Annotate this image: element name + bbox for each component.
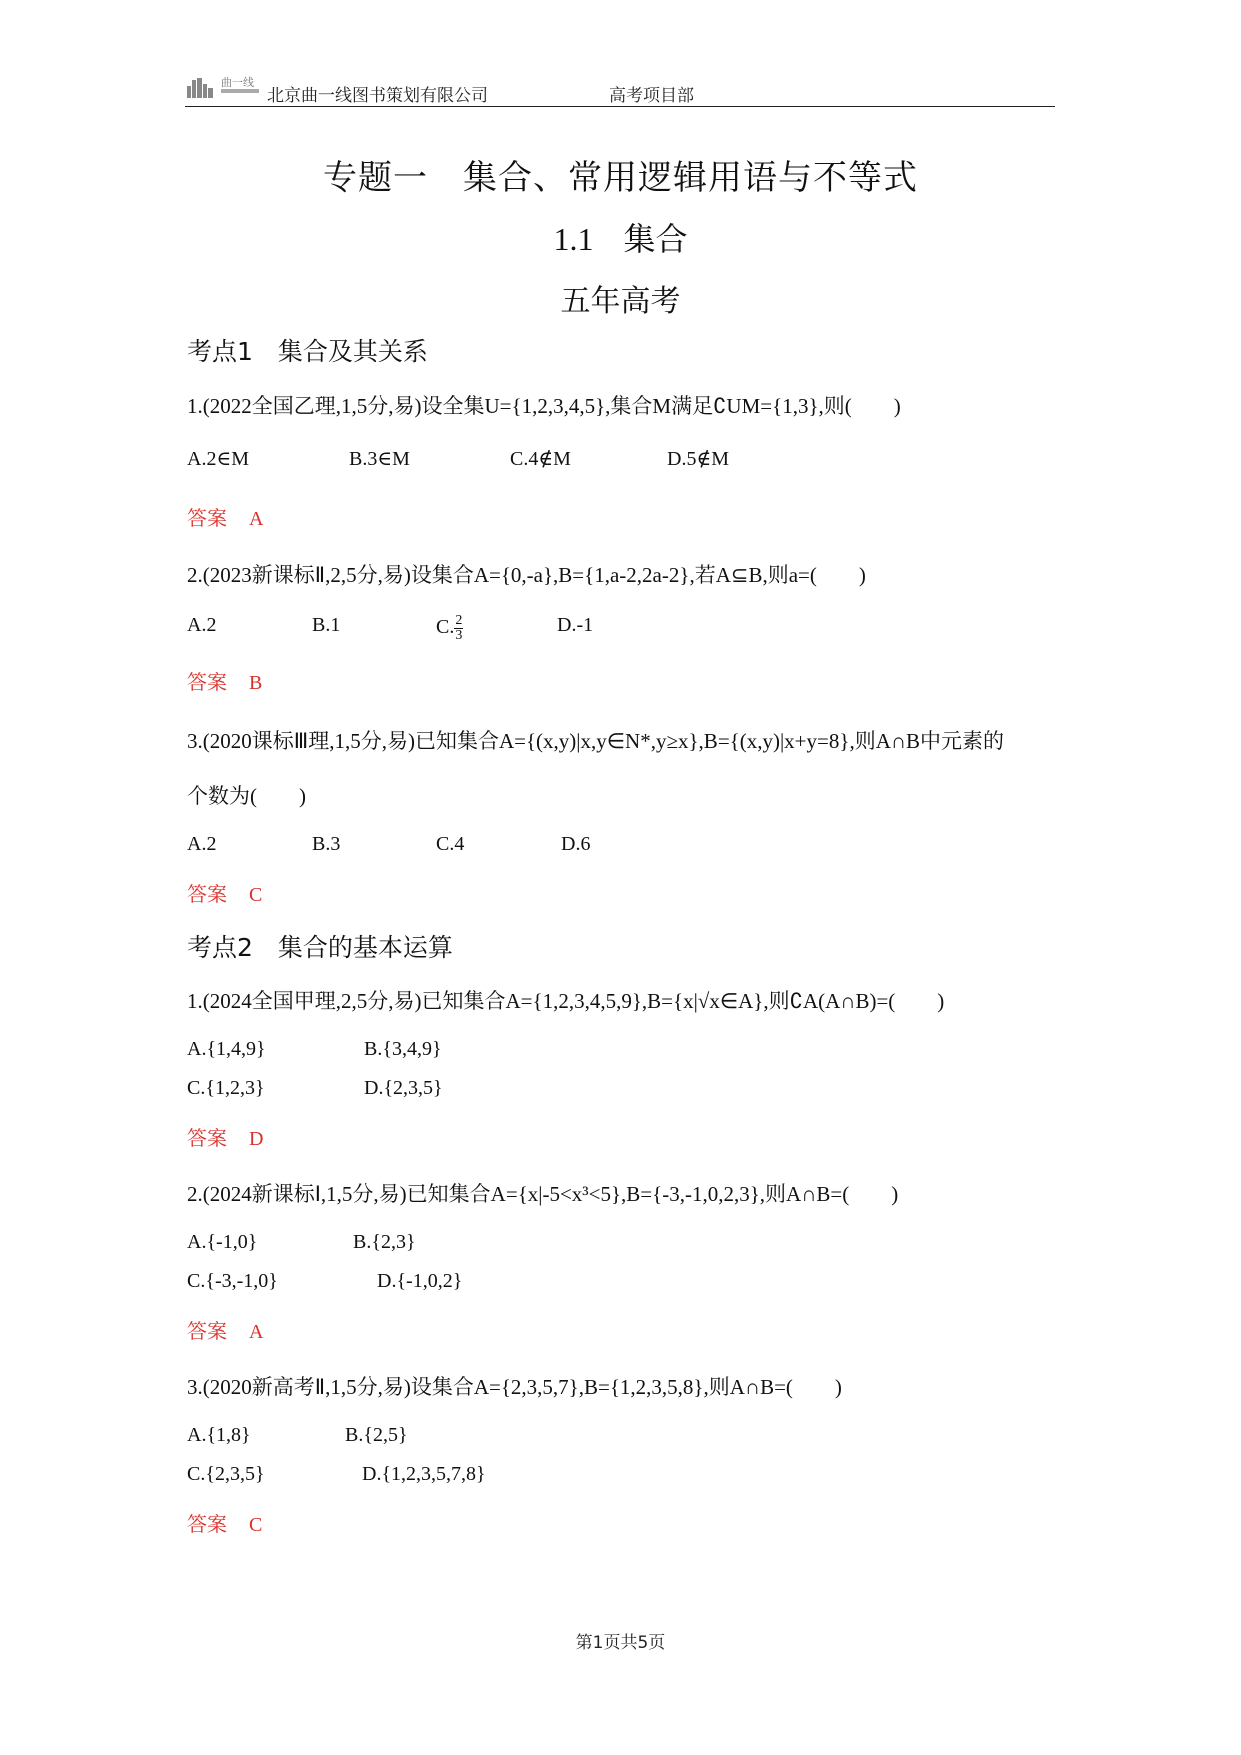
option-c: C. $\frac{2}{3}$ — [436, 613, 463, 643]
page-number: 第1页共5页 — [575, 1633, 666, 1653]
answer-label: 答案 — [187, 506, 227, 530]
answer-label: 答案 — [187, 1126, 227, 1150]
option-d: D.{-1,0,2} — [377, 1270, 463, 1292]
section-heading-1 — [187, 332, 428, 368]
option-a: A.2 — [187, 833, 217, 855]
answer-line — [187, 1508, 262, 1537]
topic-title: 专题一 集合、常用逻辑用语与不等式 — [323, 158, 918, 198]
part-title: 五年高考 — [560, 284, 681, 319]
answer-line — [187, 1315, 263, 1344]
option-d: D.5∉M — [667, 448, 730, 470]
question-stem: 2.(2024新课标Ⅰ,1,5分,易)已知集合A={x|-5<x³<5},B={-3,-1,0,2,3},则A∩B=( ) — [187, 1182, 899, 1206]
question-stem: 3.(2020新高考Ⅱ,1,5分,易)设集合A={2,3,5,7},B={1,2,3,5,8},则A∩B=( ) — [187, 1375, 842, 1399]
answer-label: 答案 — [187, 882, 227, 906]
option-c: C.{-3,-1,0} — [187, 1270, 278, 1292]
section-title: 集合及其关系 — [277, 337, 428, 366]
fraction: $\frac{2}{3}$ — [455, 613, 463, 643]
answer-line — [187, 666, 262, 695]
option-c: C.4 — [436, 833, 465, 855]
question-stem: 1.(2024全国甲理,2,5分,易)已知集合A={1,2,3,4,5,9},B={x|√x∈A},则∁A(A∩B)=( ) — [187, 989, 945, 1013]
option-a: A.{1,8} — [187, 1424, 251, 1446]
answer-label: 答案 — [187, 670, 227, 694]
department-name: 高考项目部 — [609, 86, 694, 106]
answer-line — [187, 1122, 263, 1151]
subsection-name: 集合 — [623, 220, 688, 258]
option-a: A.2 — [187, 614, 217, 636]
answer-line — [187, 878, 262, 907]
option-b: B.3∈M — [349, 448, 410, 470]
option-b: B.1 — [312, 614, 341, 636]
option-b: B.{3,4,9} — [364, 1038, 442, 1060]
option-a: A.{-1,0} — [187, 1231, 258, 1253]
answer-value: B — [249, 672, 263, 694]
page-header — [185, 72, 1055, 107]
answer-value: C — [249, 884, 263, 906]
option-b: B.3 — [312, 833, 341, 855]
logo-subtext — [221, 89, 259, 93]
option-d: D.{2,3,5} — [364, 1077, 443, 1099]
option-c: C.{1,2,3} — [187, 1077, 265, 1099]
option-b: B.{2,3} — [353, 1231, 416, 1253]
company-logo — [187, 74, 267, 100]
logo-brand: 曲一线 — [221, 76, 254, 89]
building-icon — [187, 78, 215, 98]
answer-line — [187, 502, 263, 531]
question-stem-continued: 个数为( ) — [187, 784, 306, 808]
question-stem: 3.(2020课标Ⅲ理,1,5分,易)已知集合A={(x,y)|x,y∈N*,y≥x},B={(x,y)|x+y=8},则A∩B中元素的 — [187, 729, 1005, 753]
section-number: 考点2 — [187, 933, 253, 962]
section-number: 考点1 — [187, 337, 253, 366]
question-stem: 2.(2023新课标Ⅱ,2,5分,易)设集合A={0,-a},B={1,a-2,2a-2},若A⊆B,则a=( ) — [187, 563, 866, 587]
subsection-title — [0, 214, 1241, 260]
option-c: C.{2,3,5} — [187, 1463, 265, 1485]
subsection-number: 1.1 — [553, 221, 594, 257]
answer-value: A — [249, 508, 264, 530]
section-title: 集合的基本运算 — [277, 933, 453, 962]
option-b: B.{2,5} — [345, 1424, 408, 1446]
option-a: A.2∈M — [187, 448, 250, 470]
section-heading-2 — [187, 928, 453, 964]
answer-label: 答案 — [187, 1319, 227, 1343]
answer-label: 答案 — [187, 1512, 227, 1536]
option-c: C.4∉M — [510, 448, 571, 470]
option-d: D.6 — [561, 833, 591, 855]
option-a: A.{1,4,9} — [187, 1038, 266, 1060]
answer-value: D — [249, 1128, 264, 1150]
answer-value: C — [249, 1514, 263, 1536]
question-stem: 1.(2022全国乙理,1,5分,易)设全集U={1,2,3,4,5},集合M满足∁UM={1,3},则( ) — [187, 394, 901, 418]
answer-value: A — [249, 1321, 264, 1343]
company-name: 北京曲一线图书策划有限公司 — [267, 86, 488, 106]
option-d: D.{1,2,3,5,7,8} — [362, 1463, 486, 1485]
option-d: D.-1 — [557, 614, 594, 636]
